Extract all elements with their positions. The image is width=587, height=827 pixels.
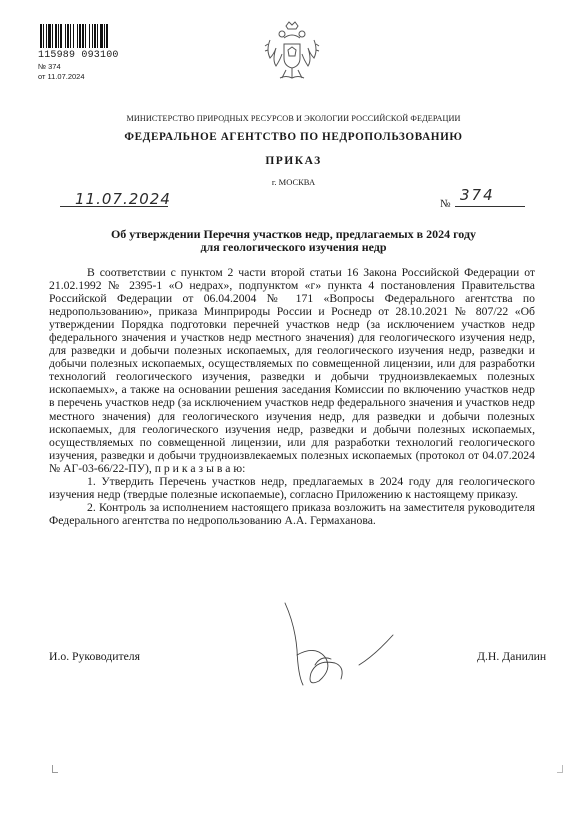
barcode-bar [77, 24, 78, 48]
barcode-bar [52, 24, 53, 48]
title-line-2: для геологического изучения недр [200, 240, 387, 254]
paragraph-item-1: 1. Утвердить Перечень участков недр, предлагаемых в 2024 году для геологического изучения недр (твердые полезные ископаемые), согласно Приложению к настоящему приказу. [49, 474, 535, 501]
document-body [49, 266, 535, 527]
barcode-bar [92, 24, 93, 48]
coat-of-arms-icon [262, 20, 322, 86]
barcode-bar [40, 24, 42, 48]
paragraph-preamble: В соответствии с пунктом 2 части второй статьи 16 Закона Российской Федерации от 21.02.1992 № 2395-1 «О недрах», подпунктом «г» пункта 4 постановления Правительства Российской Федерации от 06.04.2004 № 171 «Вопросы Федерального агентства по недропользованию», приказа Минприроды России и Роснедр от 28.10.2021 № 807/22 «Об утверждении Порядка подготовки перечней участков недр (за исключением участков недр федерального значения и участков недр местного значения) для геологического изучения недр, для разведки и добычи полезных ископаемых, для геологического изучения недр, разведки и добычи полезных ископаемых, осуществляемых по совмещенной лицензии, или для разработки технологий геологического изучения, разведки и добычи трудноизвлекаемых полезных ископаемых», а также на основании решения заседания Комиссии по включению участков недр в перечень участков недр (за исключением участков недр федерального значения и участков недр местного значения) для геологического изучения недр, для разведки и добычи полезных ископаемых, для геологического изучения недр, разведки и добычи полезных ископаемых, осуществляемых по совмещенной лицензии, или для разработки технологий геологического изучения, разведки и добычи трудноизвлекаемых полезных ископаемых (протокол от 04.07.2024 № АГ-03-66/22-ПУ), п р и к а з ы в а ю: [49, 266, 535, 475]
barcode-bar [65, 24, 66, 48]
barcode-number: 115989 093100 [38, 50, 119, 61]
registration-date: от 11.07.2024 [38, 72, 85, 81]
handwritten-number: 374 [460, 186, 495, 204]
barcode-bar [85, 24, 86, 48]
scan-corner-mark [557, 765, 563, 773]
registration-number: № 374 [38, 62, 61, 71]
barcode-bar [106, 24, 108, 48]
city: г. МОСКВА [271, 177, 316, 187]
barcode-bar [60, 24, 62, 48]
handwritten-signature [275, 595, 425, 695]
scan-corner-mark [52, 765, 58, 773]
document-title [0, 228, 587, 254]
barcode-bar [79, 24, 81, 48]
paragraph-item-2: 2. Контроль за исполнением настоящего приказа возложить на заместителя руководителя Федерального агентства по недропользованию А.А. Гермаханова. [49, 500, 535, 527]
document-type: ПРИКАЗ [265, 155, 322, 167]
title-line-1: Об утверждении Перечня участков недр, предлагаемых в 2024 году [110, 227, 477, 241]
signatory-position: И.о. Руководителя [49, 650, 140, 663]
barcode-bar [46, 24, 47, 48]
barcode-bar [48, 24, 51, 48]
number-label: № [440, 198, 451, 210]
handwritten-date: 11.07.2024 [75, 190, 171, 208]
barcode-bar [89, 24, 90, 48]
barcode-bar [70, 24, 71, 48]
barcode-bar [73, 24, 74, 48]
barcode-bar [94, 24, 96, 48]
barcode-bar [55, 24, 57, 48]
agency-name: ФЕДЕРАЛЬНОЕ АГЕНТСТВО ПО НЕДРОПОЛЬЗОВАНИЮ [124, 131, 463, 143]
barcode-bar [43, 24, 44, 48]
barcode-bar [104, 24, 105, 48]
barcode-bar [58, 24, 59, 48]
barcode-bar [82, 24, 84, 48]
ministry-name: МИНИСТЕРСТВО ПРИРОДНЫХ РЕСУРСОВ И ЭКОЛОГИИ РОССИЙСКОЙ ФЕДЕРАЦИИ [126, 114, 461, 123]
barcode-bar [97, 24, 98, 48]
date-underline [60, 206, 168, 207]
number-underline [455, 206, 525, 207]
signatory-name: Д.Н. Данилин [477, 650, 547, 663]
barcode-bar [100, 24, 103, 48]
barcode-bar [67, 24, 69, 48]
